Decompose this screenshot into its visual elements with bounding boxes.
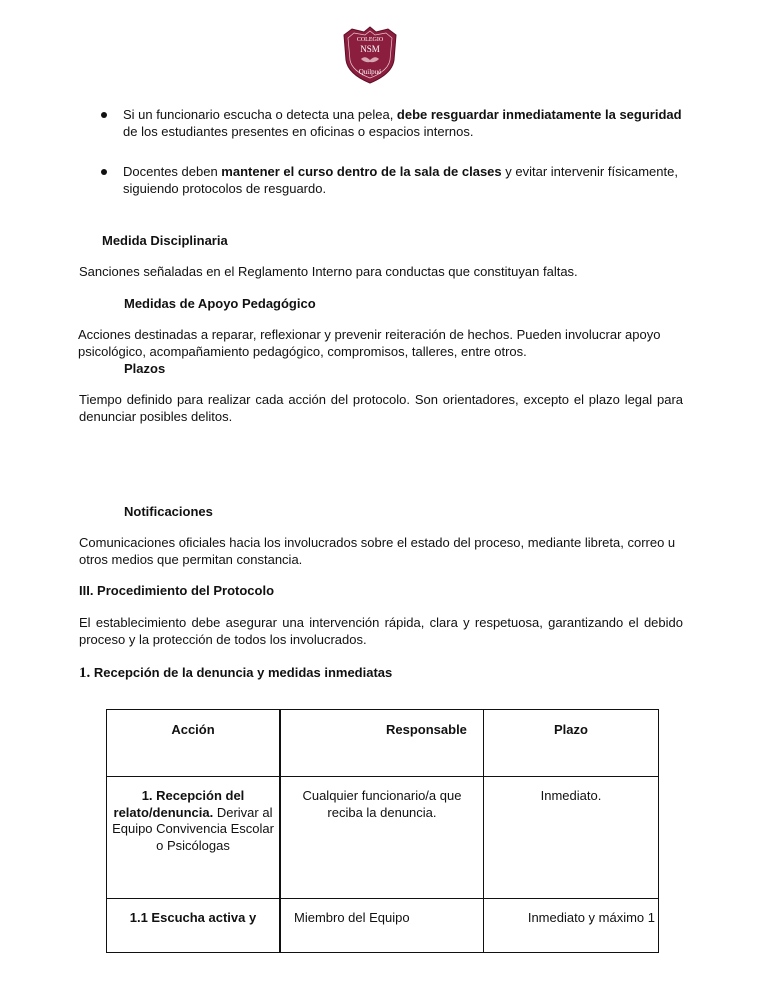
cell-accion: 1. Recepción del relato/denuncia. Derivar al Equipo Convivencia Escolar o Psicólogas xyxy=(107,777,281,899)
table-row xyxy=(107,899,659,953)
header-plazo: Plazo xyxy=(483,710,658,777)
school-crest-logo xyxy=(343,26,397,84)
text-medida-disciplinaria: Sanciones señaladas en el Reglamento Interno para conductas que constituyan faltas. xyxy=(79,264,578,279)
heading-plazos: Plazos xyxy=(124,361,166,376)
heading-recepcion: 1. Recepción de la denuncia y medidas inmediatas xyxy=(79,665,393,681)
text-procedimiento: El establecimiento debe asegurar una intervención rápida, clara y respetuosa, garantizando el debido proceso y la protección de todos los involucrados. xyxy=(79,615,683,647)
text-medidas-apoyo: Acciones destinadas a reparar, reflexionar y prevenir reiteración de hechos. Pueden involucrar apoyo psicológico, acompañamiento pedagógico, compromisos, talleres, entre otros. xyxy=(78,327,661,359)
table-header-row xyxy=(107,710,659,777)
bullet-marker xyxy=(101,169,107,175)
cell-responsable: Cualquier funcionario/a que reciba la denuncia. xyxy=(280,777,483,899)
heading-procedimiento: III. Procedimiento del Protocolo xyxy=(79,583,275,598)
crest-text-colegio: COLEGIO xyxy=(356,37,384,43)
cell-responsable: Miembro del Equipo xyxy=(280,899,483,953)
table-row xyxy=(107,777,659,899)
heading-medida-disciplinaria: Medida Disciplinaria xyxy=(102,233,228,248)
heading-notificaciones: Notificaciones xyxy=(124,504,213,519)
header-responsable: Responsable xyxy=(280,710,483,777)
bullet-marker xyxy=(101,112,107,118)
cell-plazo: Inmediato. xyxy=(483,777,658,899)
bullet-item-2: Docentes deben mantener el curso dentro de la sala de clases y evitar intervenir físicamente, siguiendo protocolos de resguardo. xyxy=(123,164,678,196)
crest-text-nsm: NSM xyxy=(360,44,380,54)
heading-medidas-apoyo: Medidas de Apoyo Pedagógico xyxy=(124,296,316,311)
cell-accion: 1.1 Escucha activa y xyxy=(107,899,281,953)
text-plazos: Tiempo definido para realizar cada acción del protocolo. Son orientadores, excepto el plazo legal para denunciar posibles delitos. xyxy=(79,392,683,424)
text-notificaciones: Comunicaciones oficiales hacia los involucrados sobre el estado del proceso, mediante libreta, correo u otros medios que permitan constancia. xyxy=(79,535,676,567)
crest-text-quilpue: Quilpué xyxy=(358,68,382,76)
cell-plazo: Inmediato y máximo 1 xyxy=(483,899,658,953)
bullet-item-1: Si un funcionario escucha o detecta una pelea, debe resguardar inmediatamente la seguridad de los estudiantes presentes en oficinas o espacios internos. xyxy=(123,107,682,139)
header-accion: Acción xyxy=(107,710,281,777)
procedure-table xyxy=(106,709,659,953)
